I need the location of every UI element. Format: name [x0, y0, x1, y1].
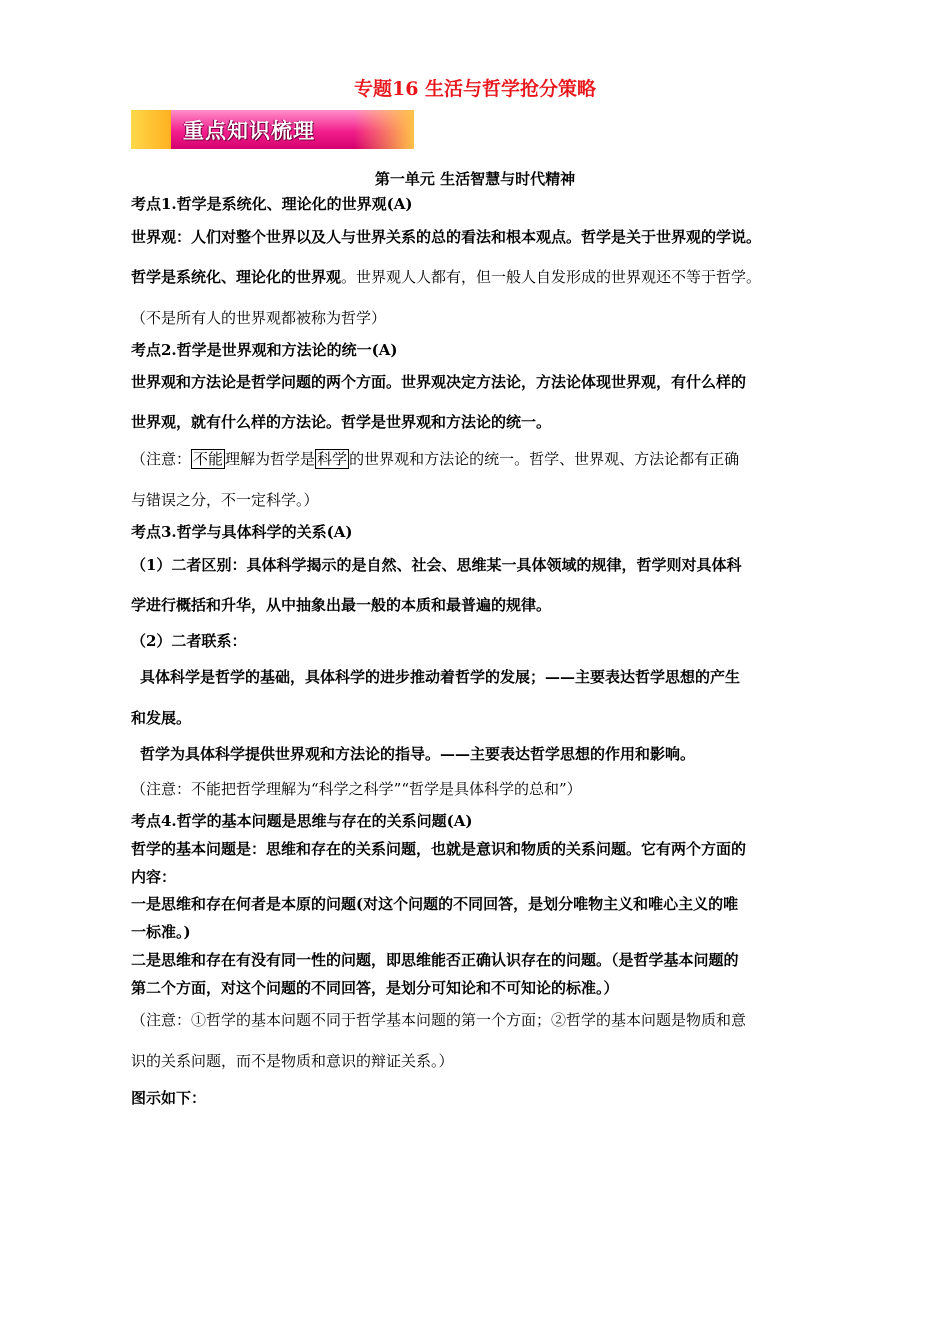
k2-heading: 考点2.哲学是世界观和方法论的统一(A) — [131, 341, 398, 359]
k2-note-line-2: 与错误之分，不一定科学。） — [131, 491, 319, 509]
k4-paragraph-4: 一标准。) — [131, 923, 191, 941]
k1-paragraph-2 — [131, 266, 761, 287]
k2-note-b: 理解为哲学是 — [225, 450, 316, 468]
k3-heading: 考点3.哲学与具体科学的关系(A) — [131, 523, 353, 541]
k2-note-c: 的世界观和方法论的统一。哲学、世界观、方法论都有正确 — [349, 450, 740, 468]
banner-label: 重点知识梳理 — [183, 118, 315, 143]
k4-note-line-1: （注意：①哲学的基本问题不同于哲学基本问题的第一个方面；②哲学的基本问题是物质和意 — [131, 1011, 747, 1029]
k2-note-a: （注意： — [131, 450, 192, 468]
page-title: 专题16 生活与哲学抢分策略 — [353, 78, 597, 100]
banner-right-accent — [354, 110, 414, 149]
k4-paragraph-6: 第二个方面，对这个问题的不同回答，是划分可知论和不可知论的标准。） — [131, 979, 619, 997]
k3-paragraph-3: （2）二者联系： — [131, 632, 247, 650]
k1-p2-rest: 。世界观人人都有，但一般人自发形成的世界观还不等于哲学。 — [341, 268, 762, 286]
k1-paragraph-1: 世界观：人们对整个世界以及人与世界关系的总的看法和根本观点。哲学是关于世界观的学说。 — [131, 228, 762, 246]
k3-paragraph-2: 学进行概括和升华，从中抽象出最一般的本质和最普遍的规律。 — [131, 596, 552, 614]
banner-left-accent — [131, 110, 171, 149]
k4-paragraph-2: 内容： — [131, 868, 177, 886]
k2-paragraph-1: 世界观和方法论是哲学问题的两个方面。世界观决定方法论，方法论体现世界观，有什么样的 — [131, 373, 747, 391]
k3-paragraph-1: （1）二者区别：具体科学揭示的是自然、社会、思维某一具体领域的规律，哲学则对具体科 — [131, 556, 742, 574]
section-banner — [131, 110, 414, 149]
k2-note-line-1 — [131, 448, 739, 469]
k3-paragraph-6: 哲学为具体科学提供世界观和方法论的指导。——主要表达哲学思想的作用和影响。 — [140, 745, 696, 763]
k4-paragraph-1: 哲学的基本问题是：思维和存在的关系问题，也就是意识和物质的关系问题。它有两个方面的 — [131, 840, 747, 858]
k1-heading: 考点1.哲学是系统化、理论化的世界观(A) — [131, 195, 413, 213]
k4-heading: 考点4.哲学的基本问题是思维与存在的关系问题(A) — [131, 812, 473, 830]
k3-note: （注意：不能把哲学理解为“科学之科学”“哲学是具体科学的总和”） — [131, 780, 582, 798]
k3-paragraph-4: 具体科学是哲学的基础，具体科学的进步推动着哲学的发展；——主要表达哲学思想的产生 — [140, 668, 741, 686]
k1-note: （不是所有人的世界观都被称为哲学） — [131, 309, 387, 327]
k4-paragraph-5: 二是思维和存在有没有同一性的问题，即思维能否正确认识存在的问题。（是哲学基本问题的 — [131, 951, 739, 969]
unit-heading: 第一单元 生活智慧与时代精神 — [374, 170, 576, 188]
k1-p2-bold: 哲学是系统化、理论化的世界观 — [131, 268, 342, 286]
k2-note-boxed-2: 科学 — [317, 450, 348, 468]
k4-paragraph-3: 一是思维和存在何者是本原的问题(对这个问题的不同回答，是划分唯物主义和唯心主义的唯 — [131, 895, 739, 913]
k2-note-boxed-1: 不能 — [193, 450, 224, 468]
k4-note-line-2: 识的关系问题，而不是物质和意识的辩证关系。） — [131, 1052, 454, 1070]
k3-paragraph-5: 和发展。 — [131, 709, 192, 727]
k2-paragraph-2: 世界观，就有什么样的方法论。哲学是世界观和方法论的统一。 — [131, 413, 552, 431]
k4-figure-caption: 图示如下： — [131, 1089, 207, 1107]
